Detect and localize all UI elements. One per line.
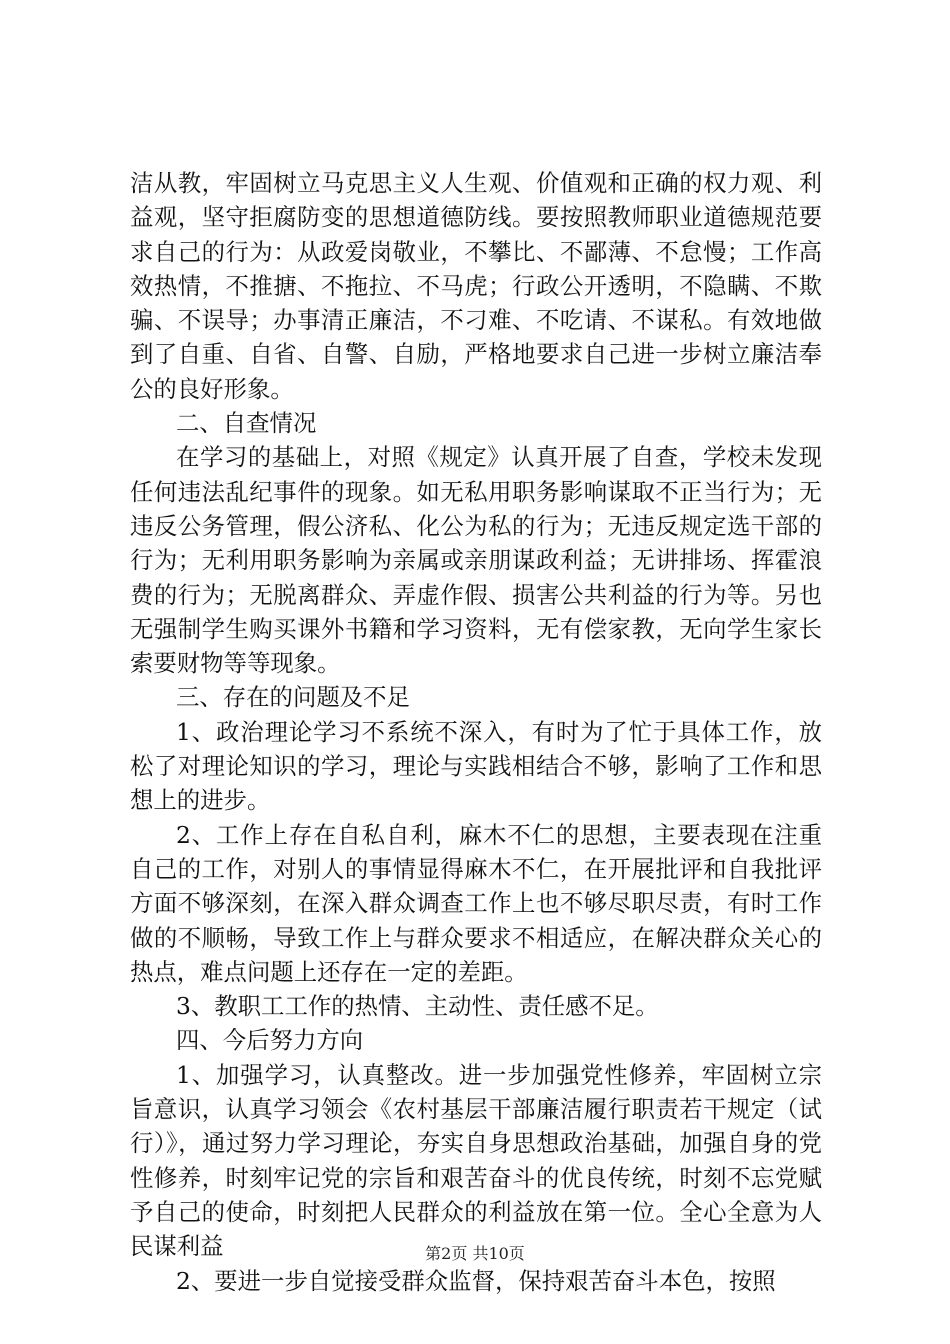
section-heading-problems: 三、存在的问题及不足	[176, 683, 410, 712]
paragraph-problem-1: 1、政治理论学习不系统不深入，有时为了忙于具体工作，放松了对理论知识的学习，理论与实践相结合不够，影响了工作和思想上的进步。	[130, 717, 822, 815]
paragraph-continuation: 洁从教，牢固树立马克思主义人生观、价值观和正确的权力观、利益观，坚守拒腐防变的思想道德防线。要按照教师职业道德规范要求自己的行为：从政爱岗敬业，不攀比、不鄙薄、不怠慢；工作高效热情，不推搪、不拖拉、不马虎；行政公开透明，不隐瞒、不欺骗、不误导；办事清正廉洁，不刁难、不吃请、不谋私。有效地做到了自重、自省、自警、自励，严格地要求自己进一步树立廉洁奉公的良好形象。	[130, 169, 822, 403]
paragraph-problem-3: 3、教职工工作的热情、主动性、责任感不足。	[176, 992, 659, 1021]
document-body	[130, 166, 822, 1298]
paragraph-self-check: 在学习的基础上，对照《规定》认真开展了自查，学校未发现任何违法乱纪事件的现象。如无私用职务影响谋取不正当行为；无违反公务管理，假公济私、化公为私的行为；无违反规定选干部的行为；无利用职务影响为亲属或亲朋谋政利益；无讲排场、挥霍浪费的行为；无脱离群众、弄虚作假、损害公共利益的行为等。另也无强制学生购买课外书籍和学习资料，无有偿家教，无向学生家长索要财物等等现象。	[130, 443, 822, 678]
section-heading-self-check: 二、自查情况	[176, 409, 317, 438]
paragraph-direction-1: 1、加强学习，认真整改。进一步加强党性修养，牢固树立宗旨意识，认真学习领会《农村基层干部廉洁履行职责若干规定（试行）》，通过努力学习理论，夯实自身思想政治基础，加强自身的党性修养，时刻牢记党的宗旨和艰苦奋斗的优良传统，时刻不忘党赋予自己的使命，时刻把人民群众的利益放在第一位。全心全意为人民谋利益	[130, 1060, 822, 1261]
page-number-footer: 第2页 共10页	[425, 1244, 525, 1263]
section-heading-future-direction: 四、今后努力方向	[176, 1026, 364, 1055]
paragraph-direction-2: 2、要进一步自觉接受群众监督，保持艰苦奋斗本色，按照	[176, 1266, 776, 1295]
paragraph-problem-2: 2、工作上存在自私自利，麻木不仁的思想，主要表现在注重自己的工作，对别人的事情显得麻木不仁，在开展批评和自我批评方面不够深刻，在深入群众调查工作上也不够尽职尽责，有时工作做的不顺畅，导致工作上与群众要求不相适应，在解决群众关心的热点，难点问题上还存在一定的差距。	[130, 820, 822, 986]
